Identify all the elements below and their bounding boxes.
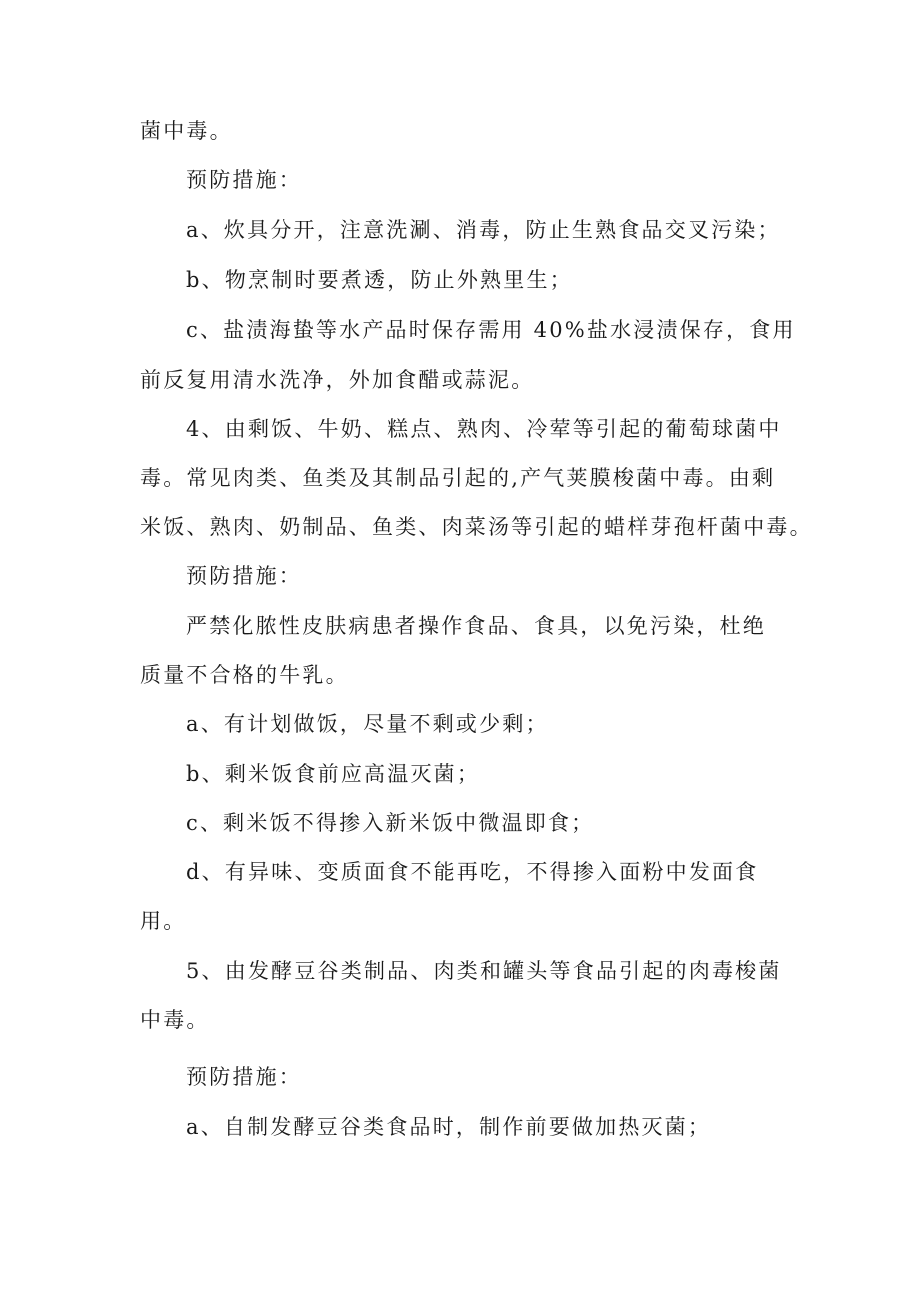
- paragraph-line: 严禁化脓性皮肤病患者操作食品、食具，以免污染，杜绝: [186, 614, 766, 638]
- list-item: b、物烹制时要煮透，防止外熟里生；: [186, 268, 573, 292]
- paragraph-line: 菌中毒。: [140, 119, 233, 143]
- heading-prevention: 预防措施：: [186, 1065, 302, 1089]
- heading-prevention: 预防措施：: [186, 564, 302, 588]
- list-item: a、自制发酵豆谷类食品时，制作前要做加热灭菌；: [186, 1115, 712, 1139]
- paragraph-line: 质量不合格的牛乳。: [140, 663, 349, 687]
- paragraph-line: 5、由发酵豆谷类制品、肉类和罐头等食品引起的肉毒梭菌: [186, 959, 782, 983]
- list-item: a、炊具分开，注意洗涮、消毒，防止生熟食品交叉污染；: [186, 218, 781, 242]
- list-item: b、剩米饭食前应高温灭菌；: [186, 762, 481, 786]
- list-item: d、有异味、变质面食不能再吃，不得掺入面粉中发面食: [186, 860, 759, 884]
- paragraph-line: 米饭、熟肉、奶制品、鱼类、肉菜汤等引起的蜡样芽孢杆菌中毒。: [140, 515, 813, 539]
- list-item: c、剩米饭不得掺入新米饭中微温即食；: [186, 811, 595, 835]
- heading-prevention: 预防措施：: [186, 168, 302, 192]
- paragraph-line: 前反复用清水洗净，外加食醋或蒜泥。: [140, 368, 535, 392]
- list-item: c、盐渍海蛰等水产品时保存需用 40%盐水浸渍保存，食用: [186, 318, 796, 342]
- paragraph-line: 4、由剩饭、牛奶、糕点、熟肉、冷荤等引起的葡萄球菌中: [186, 417, 782, 441]
- paragraph-line: 毒。常见肉类、鱼类及其制品引起的,产气荚膜梭菌中毒。由剩: [140, 466, 776, 490]
- paragraph-line: 中毒。: [140, 1008, 210, 1032]
- list-item: a、有计划做饭，尽量不剩或少剩；: [186, 712, 549, 736]
- paragraph-line: 用。: [140, 909, 187, 933]
